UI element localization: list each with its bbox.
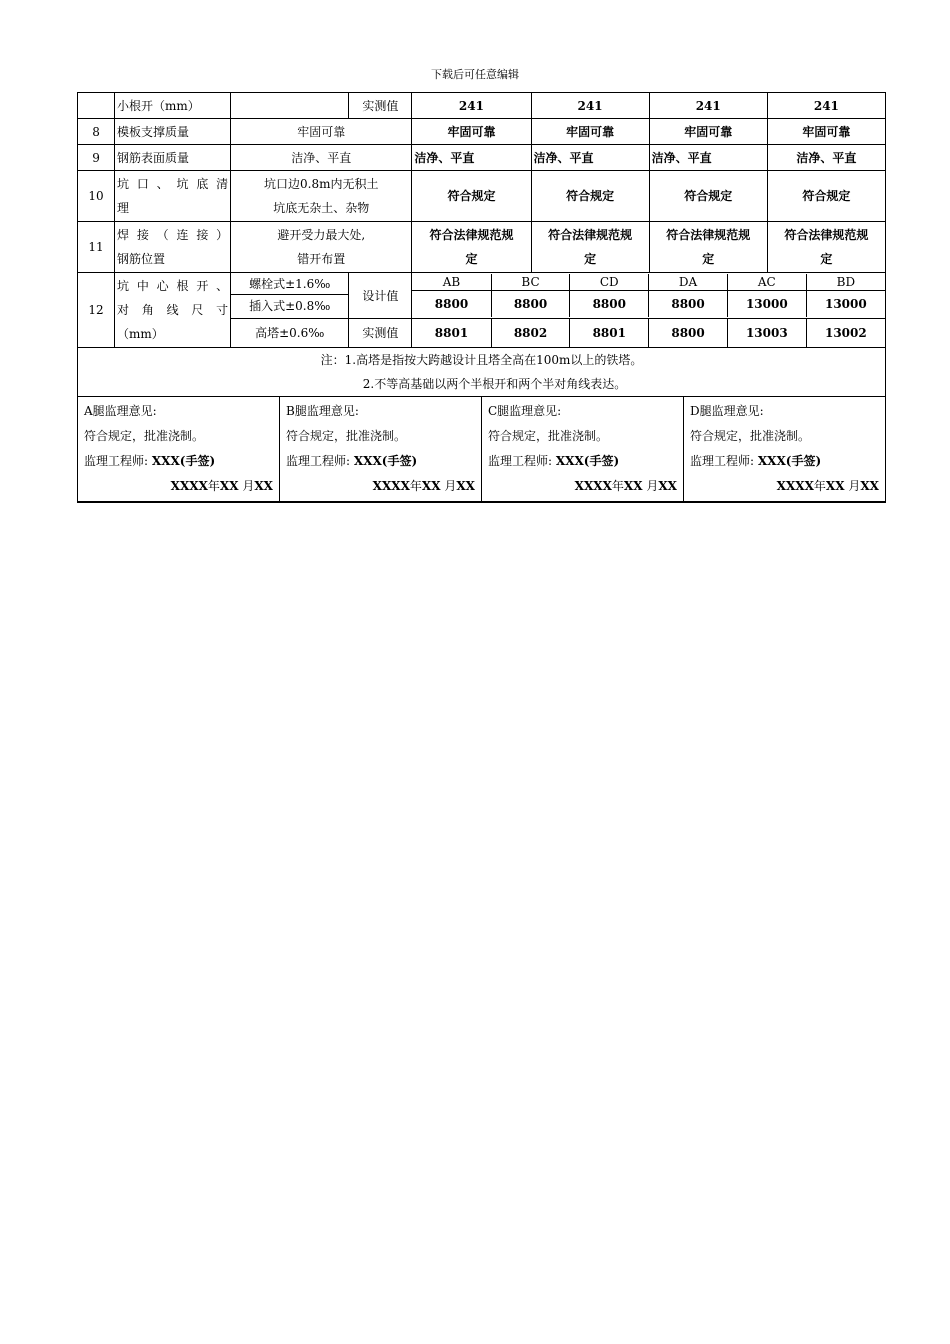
row-number: 12 [78,273,115,348]
item-name: 小根开（mm） [115,93,231,119]
measured-label: 实测值 [349,93,412,119]
engineer-label: 监理工程师: [286,454,351,468]
result-value: 牢固可靠 [767,119,885,145]
standard-line: 坑底无杂土、杂物 [273,201,370,215]
page-header: 下载后可任意编辑 [431,68,519,81]
measured-value: 8800 [649,319,728,347]
engineer-signature: XXX(手签) [353,454,418,468]
result-value: 洁净、平直 [531,145,649,171]
result-value: 洁净、平直 [412,145,531,171]
standard-line: 坑口边0.8m内无积土 [264,177,379,191]
opinion-text: 符合规定，批准浇制。 [488,429,609,443]
column-header: AC [727,274,806,291]
result-value [649,222,767,273]
measured-value: 13003 [727,319,806,347]
column-header: BD [806,274,885,291]
opinion-text: 符合规定，批准浇制。 [690,429,811,443]
engineer-label: 监理工程师: [690,454,755,468]
standard [231,222,412,273]
design-label: 设计值 [349,273,412,319]
item-name-line: 理 [117,201,130,215]
date-month-unit: 月 [646,479,659,493]
table-row [78,397,886,503]
date-month-unit: 月 [242,479,255,493]
result-value: 牢固可靠 [412,119,531,145]
design-values-table [412,274,885,317]
date-month: XX [219,479,239,493]
design-value: 8800 [491,291,570,318]
result-value: 洁净、平直 [767,145,885,171]
engineer-line [488,449,677,474]
table-row [78,171,886,222]
tolerance-bolt: 螺栓式±1.6‰ [231,274,348,295]
engineer-signature: XXX(手签) [555,454,620,468]
date-day: XX [254,479,273,493]
measured-values-cell [412,319,886,348]
date-month: XX [825,479,845,493]
design-value: 8800 [649,291,728,318]
date-year: XXXX [372,479,410,493]
item-name [115,273,231,348]
sign-date [488,474,677,499]
date-year: XXXX [170,479,208,493]
opinion-text: 符合规定，批准浇制。 [286,429,407,443]
opinion-title: D腿监理意见: [690,404,764,418]
signature-row [78,397,885,501]
column-header: DA [649,274,728,291]
date-year-unit: 年 [813,479,826,493]
item-name [115,222,231,273]
standard-line: 避开受力最大处, [277,228,366,242]
sign-date [286,474,475,499]
measured-value: 8801 [570,319,649,347]
table-row [78,273,886,319]
table-row [78,93,886,119]
opinion-title: C腿监理意见: [488,404,562,418]
measured-value: 241 [649,93,767,119]
standard [231,171,412,222]
item-name-line: 对角线尺寸 [117,303,229,317]
signature-block-c [482,397,684,501]
item-name-line: 钢筋位置 [117,252,166,266]
result-line: 定 [820,252,833,266]
measured-value: 8802 [491,319,570,347]
measured-value: 241 [767,93,885,119]
result-value [412,222,531,273]
engineer-line [84,449,273,474]
inspection-table [77,92,886,503]
row-number: 10 [78,171,115,222]
engineer-signature: XXX(手签) [151,454,216,468]
design-value: 8800 [570,291,649,318]
row-number: 11 [78,222,115,273]
engineer-line [286,449,475,474]
engineer-label: 监理工程师: [488,454,553,468]
result-value [767,222,885,273]
signature-block-b [280,397,482,501]
standard-line: 错开布置 [297,252,346,266]
date-month-unit: 月 [444,479,457,493]
date-year: XXXX [776,479,814,493]
table-row [78,348,886,397]
measured-value: 13002 [824,326,867,340]
table-row [78,222,886,273]
date-year-unit: 年 [207,479,220,493]
standard: 牢固可靠 [231,119,412,145]
row-number: 8 [78,119,115,145]
notes [78,348,886,397]
note-line: 2.不等高基础以两个半根开和两个半对角线表达。 [362,377,627,391]
note-line: 注：1.高塔是指按大跨越设计且塔全高在100m以上的铁塔。 [320,353,643,367]
item-name-line: 坑口、坑底清 [117,177,229,191]
measured-values-table [412,319,885,347]
item-name-line: （mm） [117,327,164,341]
date-year-unit: 年 [611,479,624,493]
opinion-title: B腿监理意见: [286,404,359,418]
tolerance-high-tower: 高塔±0.6‰ [231,319,349,348]
row-number [78,93,115,119]
measured-value: 8801 [412,319,491,347]
row-number: 9 [78,145,115,171]
measured-label: 实测值 [349,319,412,348]
date-month: XX [623,479,643,493]
opinion-title: A腿监理意见: [84,404,157,418]
item-name-line: 焊接（连接） [117,228,229,242]
design-values-cell [412,273,886,319]
tolerance-table [231,274,348,317]
result-value: 洁净、平直 [649,145,767,171]
date-day: XX [456,479,475,493]
measured-value: 241 [531,93,649,119]
tolerance-cell [231,273,349,319]
column-header: BC [491,274,570,291]
result-line: 符合法律规范规 [429,228,514,242]
engineer-line [690,449,879,474]
design-value: 13000 [824,297,867,311]
result-value [531,222,649,273]
standard: 洁净、平直 [231,145,412,171]
sign-date [84,474,273,499]
item-name [115,171,231,222]
result-value: 牢固可靠 [649,119,767,145]
result-line: 符合法律规范规 [548,228,633,242]
result-line: 符合法律规范规 [784,228,869,242]
result-value: 符合规定 [767,171,885,222]
result-line: 符合法律规范规 [666,228,751,242]
date-year-unit: 年 [409,479,422,493]
date-month-unit: 月 [848,479,861,493]
engineer-label: 监理工程师: [84,454,149,468]
item-name: 模板支撑质量 [115,119,231,145]
date-month: XX [421,479,441,493]
design-value [231,93,349,119]
signature-block-a [78,397,280,501]
date-day: XX [860,479,879,493]
date-year: XXXX [574,479,612,493]
result-value: 符合规定 [412,171,531,222]
date-day: XX [658,479,677,493]
design-value: 8800 [412,291,491,318]
result-line: 定 [584,252,597,266]
signature-area [78,397,886,503]
result-line: 定 [702,252,715,266]
item-name: 钢筋表面质量 [115,145,231,171]
item-name-line: 坑中心根开、 [117,279,229,293]
signature-block-d [684,397,885,501]
design-value: 13000 [727,291,806,318]
engineer-signature: XXX(手签) [757,454,822,468]
result-value: 符合规定 [531,171,649,222]
result-line: 定 [465,252,478,266]
table-row [78,119,886,145]
column-header: CD [570,274,649,291]
result-value: 符合规定 [649,171,767,222]
measured-value: 241 [412,93,531,119]
table-row [78,145,886,171]
result-value: 牢固可靠 [531,119,649,145]
sign-date [690,474,879,499]
tolerance-insert: 插入式±0.8‰ [249,299,331,313]
column-header: AB [412,274,491,291]
opinion-text: 符合规定，批准浇制。 [84,429,205,443]
